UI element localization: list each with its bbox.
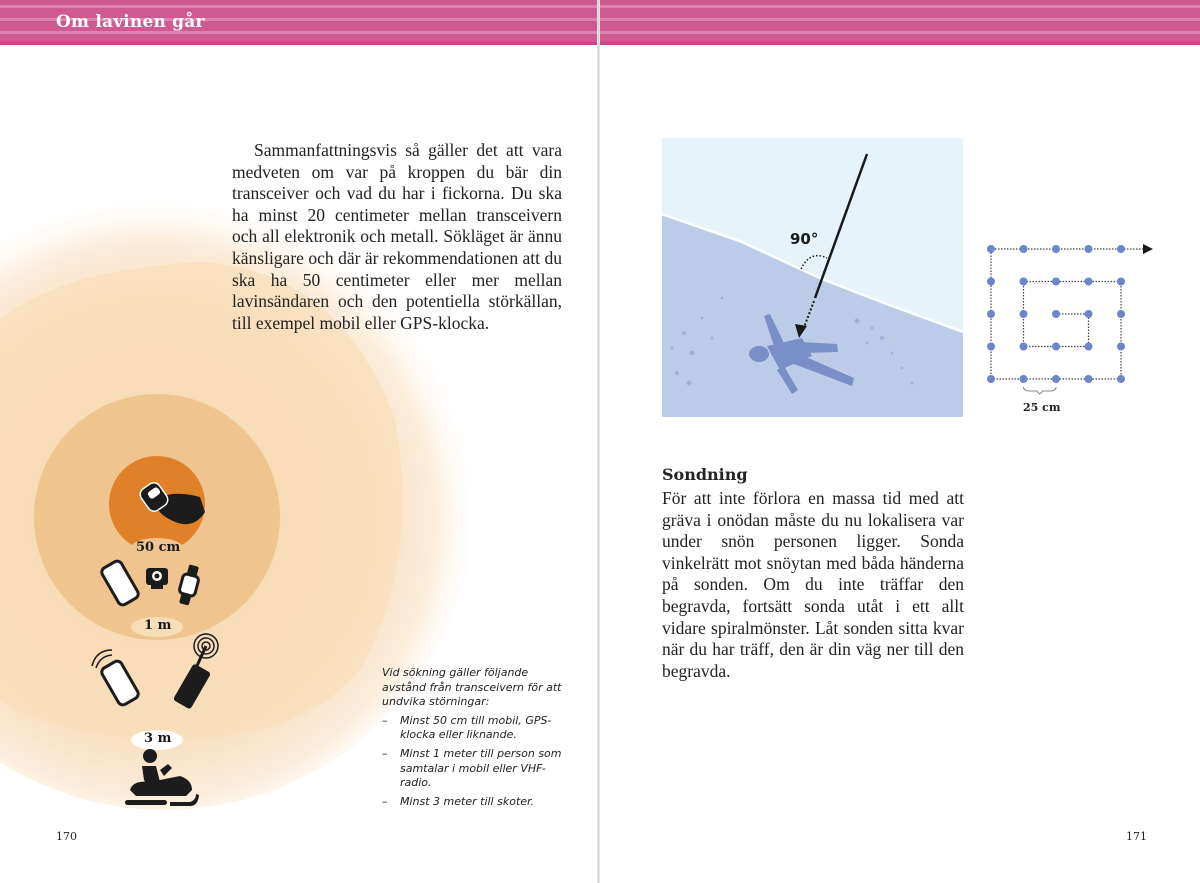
probe-point bbox=[1052, 375, 1060, 383]
probe-point bbox=[1020, 310, 1028, 318]
figure-caption bbox=[382, 666, 562, 813]
caption-intro: Vid sökning gäller följande avstånd från transceivern för att undvika störningar: bbox=[382, 666, 562, 709]
probe-point bbox=[1020, 343, 1028, 351]
page-number-left: 170 bbox=[56, 830, 77, 843]
probe-point bbox=[1052, 310, 1060, 318]
probe-point bbox=[1052, 278, 1060, 286]
left-page bbox=[0, 0, 597, 883]
probe-point bbox=[1085, 278, 1093, 286]
probe-point bbox=[1052, 343, 1060, 351]
arrow-right-icon bbox=[1143, 244, 1153, 254]
probe-diagram bbox=[662, 138, 963, 417]
probe-point bbox=[1085, 343, 1093, 351]
caption-item: – Minst 1 meter till person som samtalar i mobil eller VHF-radio. bbox=[382, 747, 562, 791]
distance-label-50cm: 50 cm bbox=[136, 540, 181, 555]
probe-point bbox=[1117, 343, 1125, 351]
chapter-title: Om lavinen går bbox=[56, 12, 205, 32]
caption-list bbox=[382, 714, 562, 810]
spacing-label: 25 cm bbox=[1023, 401, 1061, 414]
probe-point bbox=[987, 278, 995, 286]
probe-point bbox=[987, 245, 995, 253]
chapter-header-band-right bbox=[600, 0, 1200, 45]
angle-label: 90° bbox=[790, 230, 819, 248]
probe-point bbox=[987, 343, 995, 351]
probe-point bbox=[987, 375, 995, 383]
probe-point bbox=[1020, 278, 1028, 286]
probe-point bbox=[1117, 375, 1125, 383]
caption-item: – Minst 3 meter till skoter. bbox=[382, 795, 562, 810]
probe-point bbox=[1052, 245, 1060, 253]
page-number-right: 171 bbox=[1126, 830, 1147, 843]
spiral-probe-pattern bbox=[980, 235, 1160, 420]
right-page bbox=[600, 0, 1200, 883]
probe-point bbox=[1085, 375, 1093, 383]
probe-point bbox=[1085, 310, 1093, 318]
probe-point bbox=[1020, 375, 1028, 383]
probe-point bbox=[1117, 245, 1125, 253]
probe-point bbox=[1117, 310, 1125, 318]
probe-point bbox=[1117, 278, 1125, 286]
section-paragraph: För att inte förlora en massa tid med att gräva i onödan måste du nu lokalisera var under snön personen ligger. Sonda vinkelrätt mot snöytan med båda händerna på sonden. Om du inte träffar den begravda, fortsätt sonda utåt i ett allt vidare spiralmönster. Låt sonden sitta kvar när du har träff, den är din väg ner till den begravda. bbox=[662, 488, 964, 681]
probe-point bbox=[1085, 245, 1093, 253]
probe-point bbox=[1020, 245, 1028, 253]
caption-item: – Minst 50 cm till mobil, GPS-klocka eller liknande. bbox=[382, 714, 562, 743]
distance-label-1m: 1 m bbox=[144, 618, 172, 633]
spacing-brace bbox=[1024, 387, 1057, 394]
probe-point bbox=[987, 310, 995, 318]
distance-label-3m: 3 m bbox=[144, 731, 172, 746]
intro-paragraph: Sammanfattningsvis så gäller det att vara medveten om var på kroppen du bär din transceiver och vad du har i fickorna. Du ska ha minst 20 centimeter mellan transceivern och all elektronik och metall. Sökläget är ännu känsligare och där är rekommendationen att du ska ha 50 centimeter eller mer mellan lavinsändaren och den potentiella störkällan, till exempel mobil eller GPS-klocka. bbox=[232, 140, 562, 333]
section-heading: Sondning bbox=[662, 465, 748, 484]
